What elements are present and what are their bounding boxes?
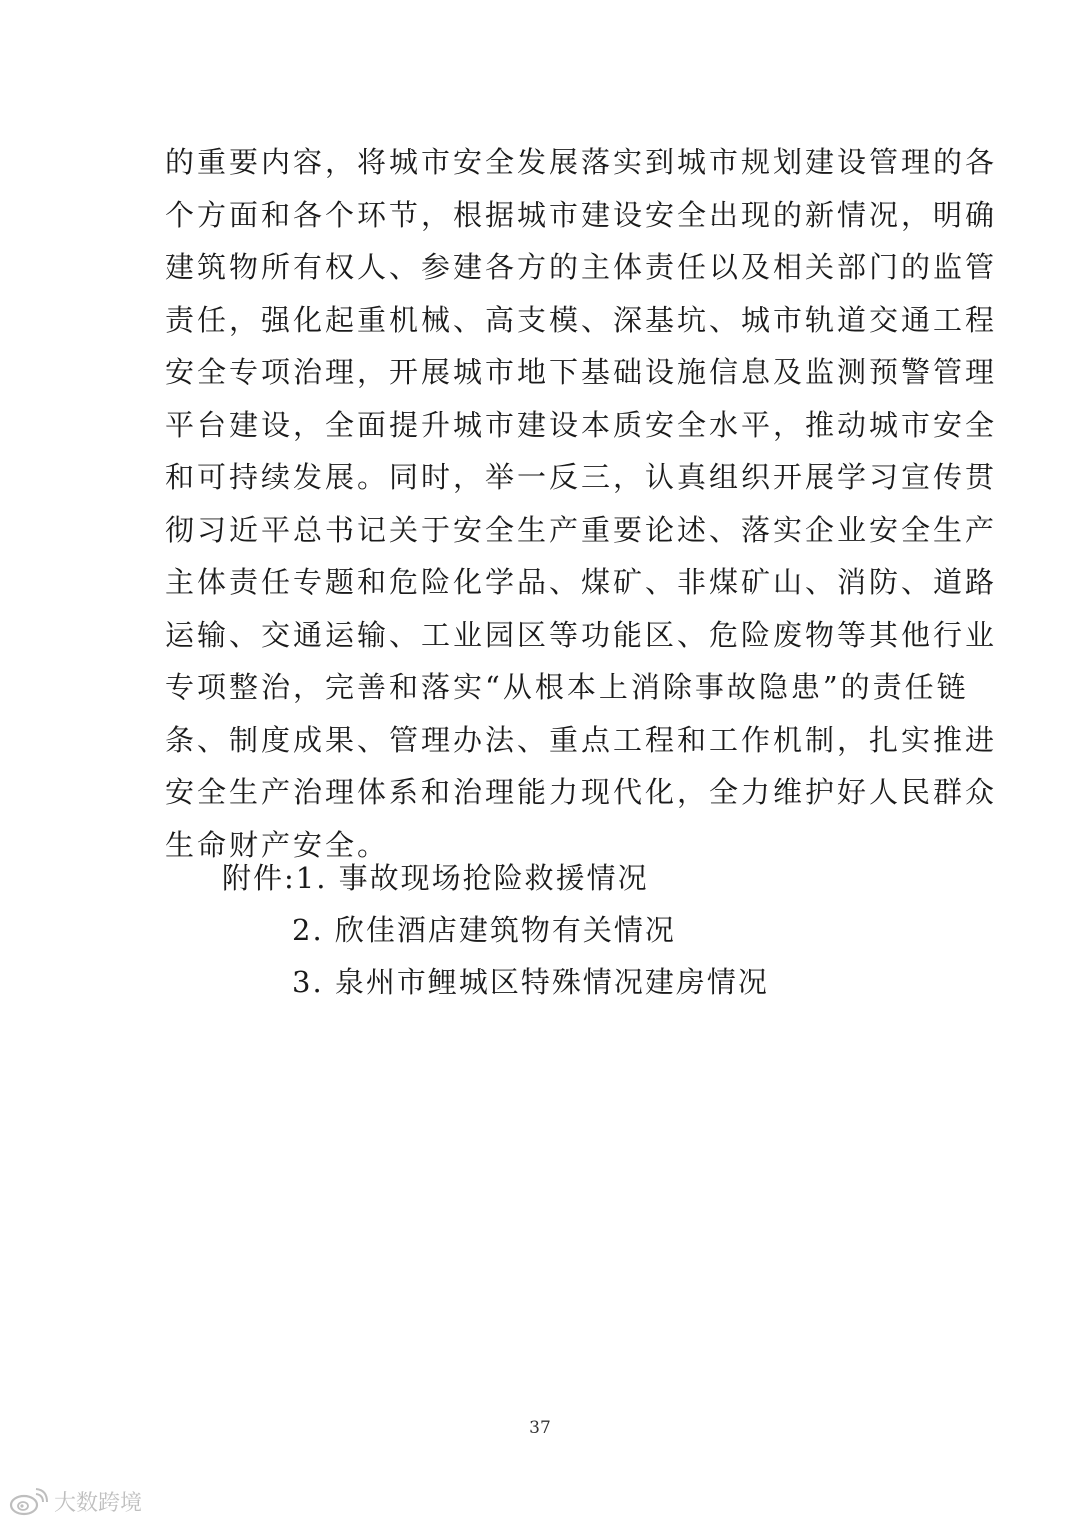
- body-line: 主体责任专题和危险化学品、煤矿、非煤矿山、消防、道路: [165, 565, 998, 599]
- body-line: 平台建设，全面提升城市建设本质安全水平，推动城市安全: [165, 407, 998, 442]
- watermark: [8, 1486, 142, 1517]
- body-line: 运输、交通运输、工业园区等功能区、危险废物等其他行业: [165, 617, 998, 652]
- body-line: 责任，强化起重机械、高支模、深基坑、城市轨道交通工程: [165, 302, 998, 337]
- body-line: 个方面和各个环节，根据城市建设安全出现的新情况，明确: [165, 197, 998, 232]
- body-line: 安全专项治理，开展城市地下基础设施信息及监测预警管理: [165, 355, 998, 389]
- body-line: 的重要内容，将城市安全发展落实到城市规划建设管理的各: [165, 145, 998, 179]
- weibo-logo-icon: [8, 1488, 48, 1516]
- page-number: 37: [529, 1418, 551, 1438]
- attachment-item: 2. 欣佳酒店建筑物有关情况: [292, 913, 676, 947]
- attachment-item: 3. 泉州市鲤城区特殊情况建房情况: [292, 965, 769, 999]
- body-line: 和可持续发展。同时，举一反三，认真组织开展学习宣传贯: [165, 460, 998, 494]
- body-line: 条、制度成果、管理办法、重点工程和工作机制，扎实推进: [165, 722, 998, 757]
- watermark-text: 大数跨境: [54, 1491, 143, 1516]
- body-line: 建筑物所有权人、参建各方的主体责任以及相关部门的监管: [165, 250, 998, 284]
- body-paragraph: [165, 136, 998, 871]
- body-line: 专项整治，完善和落实“从根本上消除事故隐患”的责任链: [165, 670, 969, 704]
- attachments-prefix: 附件:: [222, 861, 296, 895]
- body-line: 生命财产安全。: [165, 827, 390, 862]
- attachment-item: [222, 852, 649, 904]
- body-line: 安全生产治理体系和治理能力现代化，全力维护好人民群众: [165, 775, 998, 809]
- body-line: 彻习近平总书记关于安全生产重要论述、落实企业安全生产: [165, 512, 998, 547]
- attachment-item-label: 1. 事故现场抢险救援情况: [295, 861, 649, 895]
